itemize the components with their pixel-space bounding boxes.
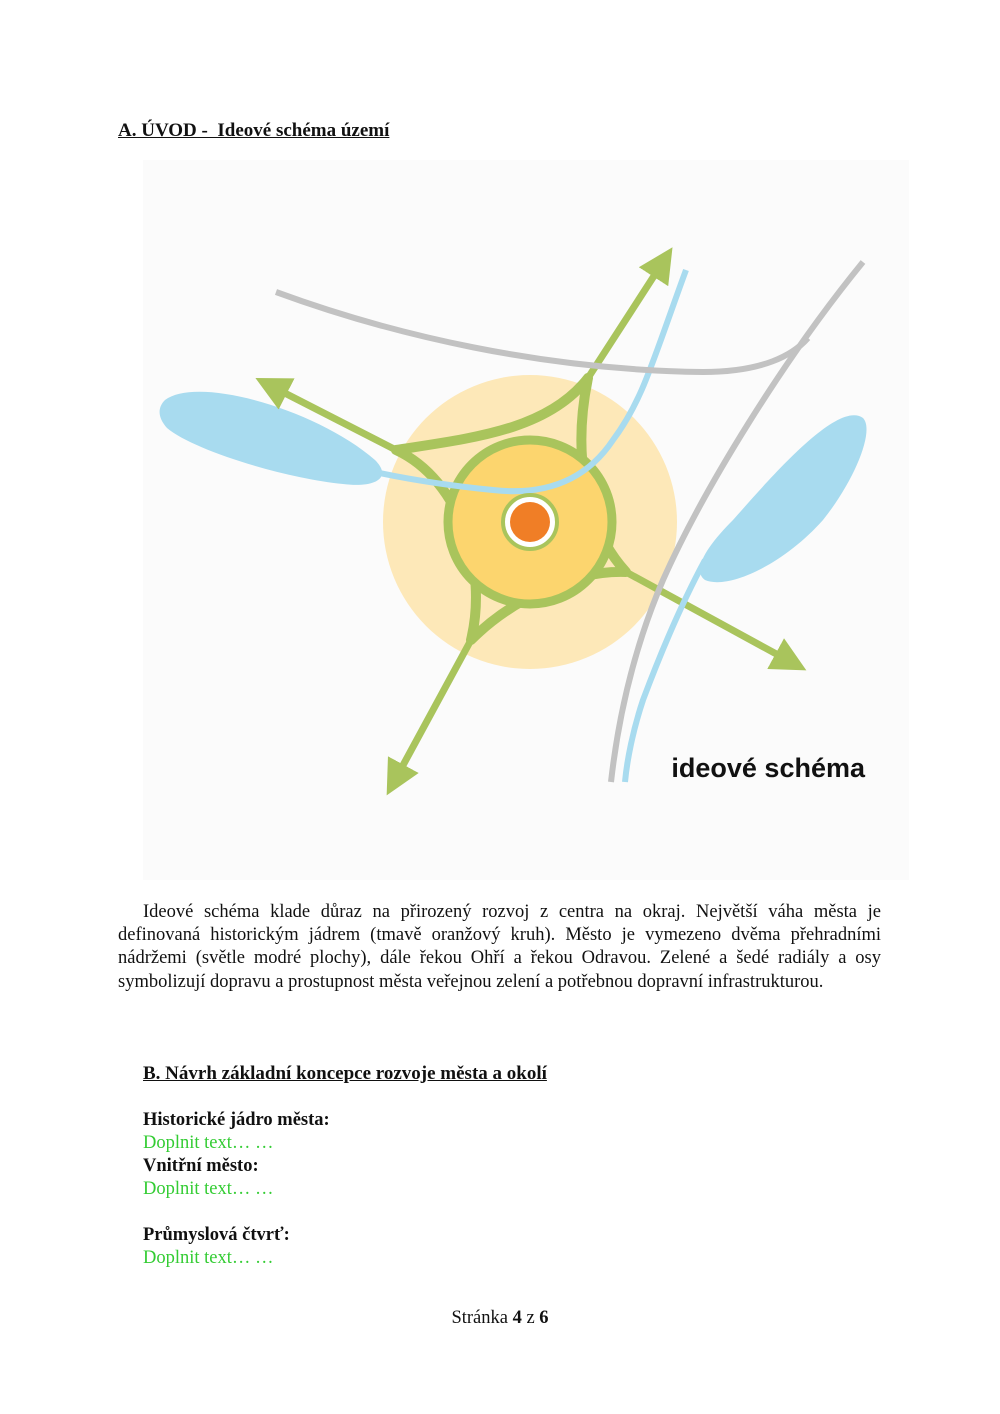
placeholder-inner-city: Doplnit text… … xyxy=(143,1179,274,1199)
footer-separator: z xyxy=(526,1308,535,1328)
diagram-caption: ideové schéma xyxy=(671,753,865,783)
section-title-inner-city: Vnitřní město: xyxy=(143,1156,259,1176)
section-title-historic-core: Historické jádro města: xyxy=(143,1110,330,1130)
placeholder-historic-core: Doplnit text… … xyxy=(143,1133,274,1153)
intro-paragraph: Ideové schéma klade důraz na přirozený rozvoj z centra na okraj. Největší váha města je definovaná historickým jádrem (tmavě oranžový kruh). Město je vymezeno dvěma přehradními nádržemi (světle modré plochy), dále řekou Ohří a řekou Odravou. Zelené a šedé radiály a osy symbolizují dopravu a prostupnost města veřejnou zelení a potřebnou dopravní infrastrukturou. xyxy=(118,902,881,992)
section-b-heading: B. Návrh základní koncepce rozvoje města a okolí xyxy=(143,1063,547,1084)
section-title-industrial-quarter: Průmyslová čtvrť: xyxy=(143,1225,290,1245)
footer-current-page: 4 xyxy=(512,1308,522,1328)
concept-sections xyxy=(143,1109,330,1270)
placeholder-industrial-quarter: Doplnit text… … xyxy=(143,1248,274,1268)
footer-total-pages: 6 xyxy=(539,1308,549,1328)
page-footer xyxy=(0,1308,1000,1329)
historic-core xyxy=(510,502,550,542)
footer-prefix: Stránka xyxy=(451,1308,508,1328)
section-a-heading: A. ÚVOD - Ideové schéma území xyxy=(118,120,390,141)
ideal-scheme-diagram xyxy=(143,160,909,880)
